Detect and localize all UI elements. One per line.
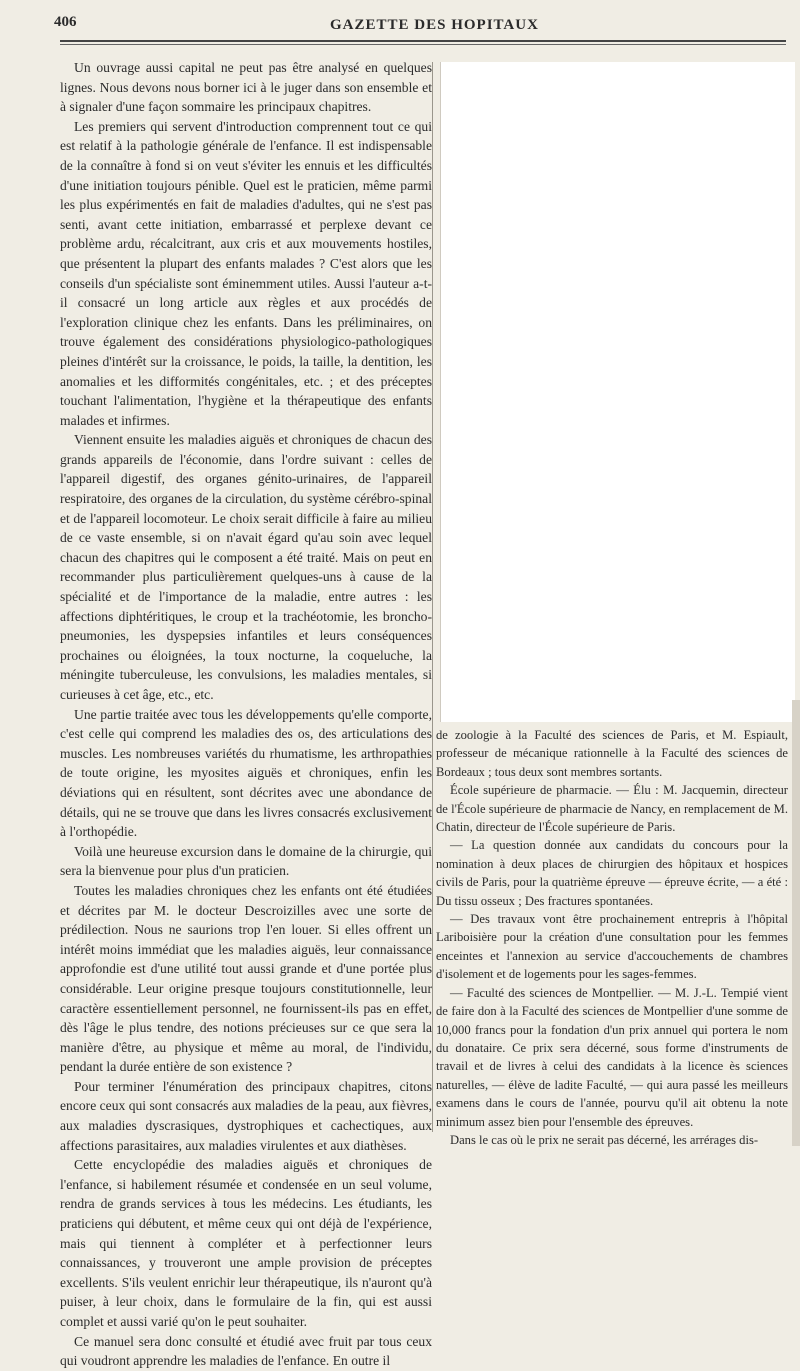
paragraph: Cette encyclopédie des maladies aiguës et chroniques de l'enfance, si habilement résumée et condensée en un seul volume, rendra de grands services à tous les médecins. Les étudiants, les praticiens qui débutent, et même ceux qui ont déjà de l'expérience, mais qui tiennent à compléter et à perfectionner leurs connaissances, y trouveront une ample provision de préceptes excellents. S'ils veulent enrichir leur thérapeutique, ils n'auront qu'à puiser, à leur choix, dans le formulaire de la fin, qui est aussi complet et aussi varié qu'on le peut souhaiter. bbox=[60, 1157, 432, 1329]
paragraph: Un ouvrage aussi capital ne peut pas être analysé en quelques lignes. Nous devons nous borner ici à le juger dans son ensemble et à signaler d'une façon sommaire les principaux chapitres. bbox=[60, 60, 432, 115]
page-edge bbox=[792, 700, 800, 1146]
page-number: 406 bbox=[54, 14, 77, 30]
paragraph: Dans le cas où le prix ne serait pas décerné, les arrérages dis- bbox=[450, 1132, 759, 1147]
left-column bbox=[60, 58, 432, 1371]
blank-area bbox=[440, 62, 795, 722]
paragraph: Ce manuel sera donc consulté et étudié avec fruit par tous ceux qui voudront apprendre les maladies de l'enfance. En outre il bbox=[60, 1333, 432, 1369]
paragraph: — Faculté des sciences de Montpellier. — M. J.-L. Tempié vient de faire don à la Faculté des sciences de Montpellier d'une somme de 10,000 francs pour la fondation d'un prix annuel qui portera le nom du donataire. Ce prix sera décerné, sous forme d'instruments de travail et de livres à celui des candidats à la licence ès sciences naturelles, — élève de ladite Faculté, — qui aura passé les meilleurs examens dans le cours de l'année, pourvu qu'il ait obtenu la note minimum assez bien pour l'ensemble des épreuves. bbox=[436, 985, 788, 1129]
paragraph: — La question donnée aux candidats du concours pour la nomination à deux places de chirurgien des hôpitaux et hospices civils de Paris, pour la quatrième épreuve — épreuve écrite, — a été : Du tissu osseux ; Des fractures spontanées. bbox=[436, 838, 788, 908]
column-divider bbox=[432, 62, 433, 1132]
paragraph: — Des travaux vont être prochainement entrepris à l'hôpital Lariboisière pour la création d'une consultation pour les femmes enceintes et l'annexion au service d'accouchements de chambres d'isolement et de logements pour les sages-femmes. bbox=[436, 912, 788, 982]
paragraph: Une partie traitée avec tous les développements qu'elle comporte, c'est celle qui comprend les maladies des os, des articulations des muscles. Les nombreuses variétés du rhumatisme, les arthropathies de toute origine, les myosites aiguës et chroniques, enfin les déviations qui en résultent, sont décrites avec une abondance de détails, qui ne se trouve que dans les livres consacrés exclusivement à l'orthopédie. bbox=[60, 706, 432, 840]
paragraph: Toutes les maladies chroniques chez les enfants ont été étudiées et décrites par M. le docteur Descroizilles avec une sorte de prédilection. Nous ne saurions trop l'en louer. Si elles offrent un intérêt moins immédiat que les maladies aiguës, leur connaissance approfondie est d'une utilité tout aussi grande et d'une portée plus considérable. Leur origine presque toujours constitutionnelle, leur caractère essentiellement personnel, ne fournissent-ils pas en effet, dès l'âge le plus tendre, des notions précieuses sur ce que sera la manière d'être, au physique et même au moral, de l'individu, pendant la durée entière de son existence ? bbox=[60, 882, 432, 1075]
paragraph: de zoologie à la Faculté des sciences de Paris, et M. Espiault, professeur de mécanique rationnelle à la Faculté des sciences de Bordeaux ; tous deux sont membres sortants. bbox=[436, 728, 788, 779]
paragraph: Viennent ensuite les maladies aiguës et chroniques de chacun des grands appareils de l'économie, dans l'ordre suivant : celles de l'appareil digestif, des organes génito-urinaires, de l'appareil respiratoire, des organes de la circulation, du système cérébro-spinal et de l'appareil locomoteur. Le choix serait difficile à faire au milieu de ce vaste ensemble, si on n'avait égard qu'au soin avec lequel chacun des chapitres qui le composent a été traité. Mais on peut en recommander plus particulièrement quelques-uns à cause de la spécialité et de l'importance de la maladie, entre autres : les affections diphtéritiques, le croup et la trachéotomie, les broncho-pneumonies, les dyspepsies infantiles et leurs conséquences prochaines ou éloignées, la toux nocturne, la coqueluche, la méningite tuberculeuse, les convulsions, les maladies mentales, si curieuses à cet âge, etc., etc. bbox=[60, 432, 432, 702]
paragraph: Pour terminer l'énumération des principaux chapitres, citons encore ceux qui sont consacrés aux maladies de la peau, aux fièvres, aux maladies dyscrasiques, dystrophiques et cachectiques, aux affections parasitaires, aux maladies virulentes et aux diathèses. bbox=[60, 1078, 432, 1153]
paragraph: Voilà une heureuse excursion dans le domaine de la chirurgie, qui sera la bienvenue pour plus d'un praticien. bbox=[60, 843, 432, 879]
paragraph: Les premiers qui servent d'introduction comprennent tout ce qui est relatif à la pathologie générale de l'enfance. Il est indispensable de la connaître à fond si on veut s'éviter les ennuis et les difficultés d'une initiation toujours pénible. Quel est le praticien, même parmi les plus expérimentés en fait de maladies d'adultes, qui ne s'est pas senti, avant cette initiation, embarrassé et perplexe devant ce problème ardu, récalcitrant, aux cris et aux mouvements hostiles, que présentent la plupart des enfants malades ? C'est alors que les conseils d'un spécialiste sont éminemment utiles. Aussi l'auteur a-t-il consacré un long article aux règles et aux procédés de l'exploration clinique chez les enfants. Dans les préliminaires, on trouve également des considérations physiologico-pathologiques pleines d'intérêt sur la croissance, le poids, la taille, la dentition, les anomalies et les difformités congénitales, etc. ; et des préceptes touchant l'alimentation, l'hygiène et la thérapeutique des enfants malades et infirmes. bbox=[60, 118, 432, 428]
journal-title: GAZETTE DES HOPITAUX bbox=[330, 17, 539, 33]
paragraph: École supérieure de pharmacie. — Élu : M. Jacquemin, directeur de l'École supérieure de pharmacie de Nancy, en remplacement de M. Chatin, directeur de l'École supérieure de Paris. bbox=[436, 783, 788, 835]
header-rule bbox=[60, 40, 786, 45]
right-column bbox=[436, 726, 788, 1149]
